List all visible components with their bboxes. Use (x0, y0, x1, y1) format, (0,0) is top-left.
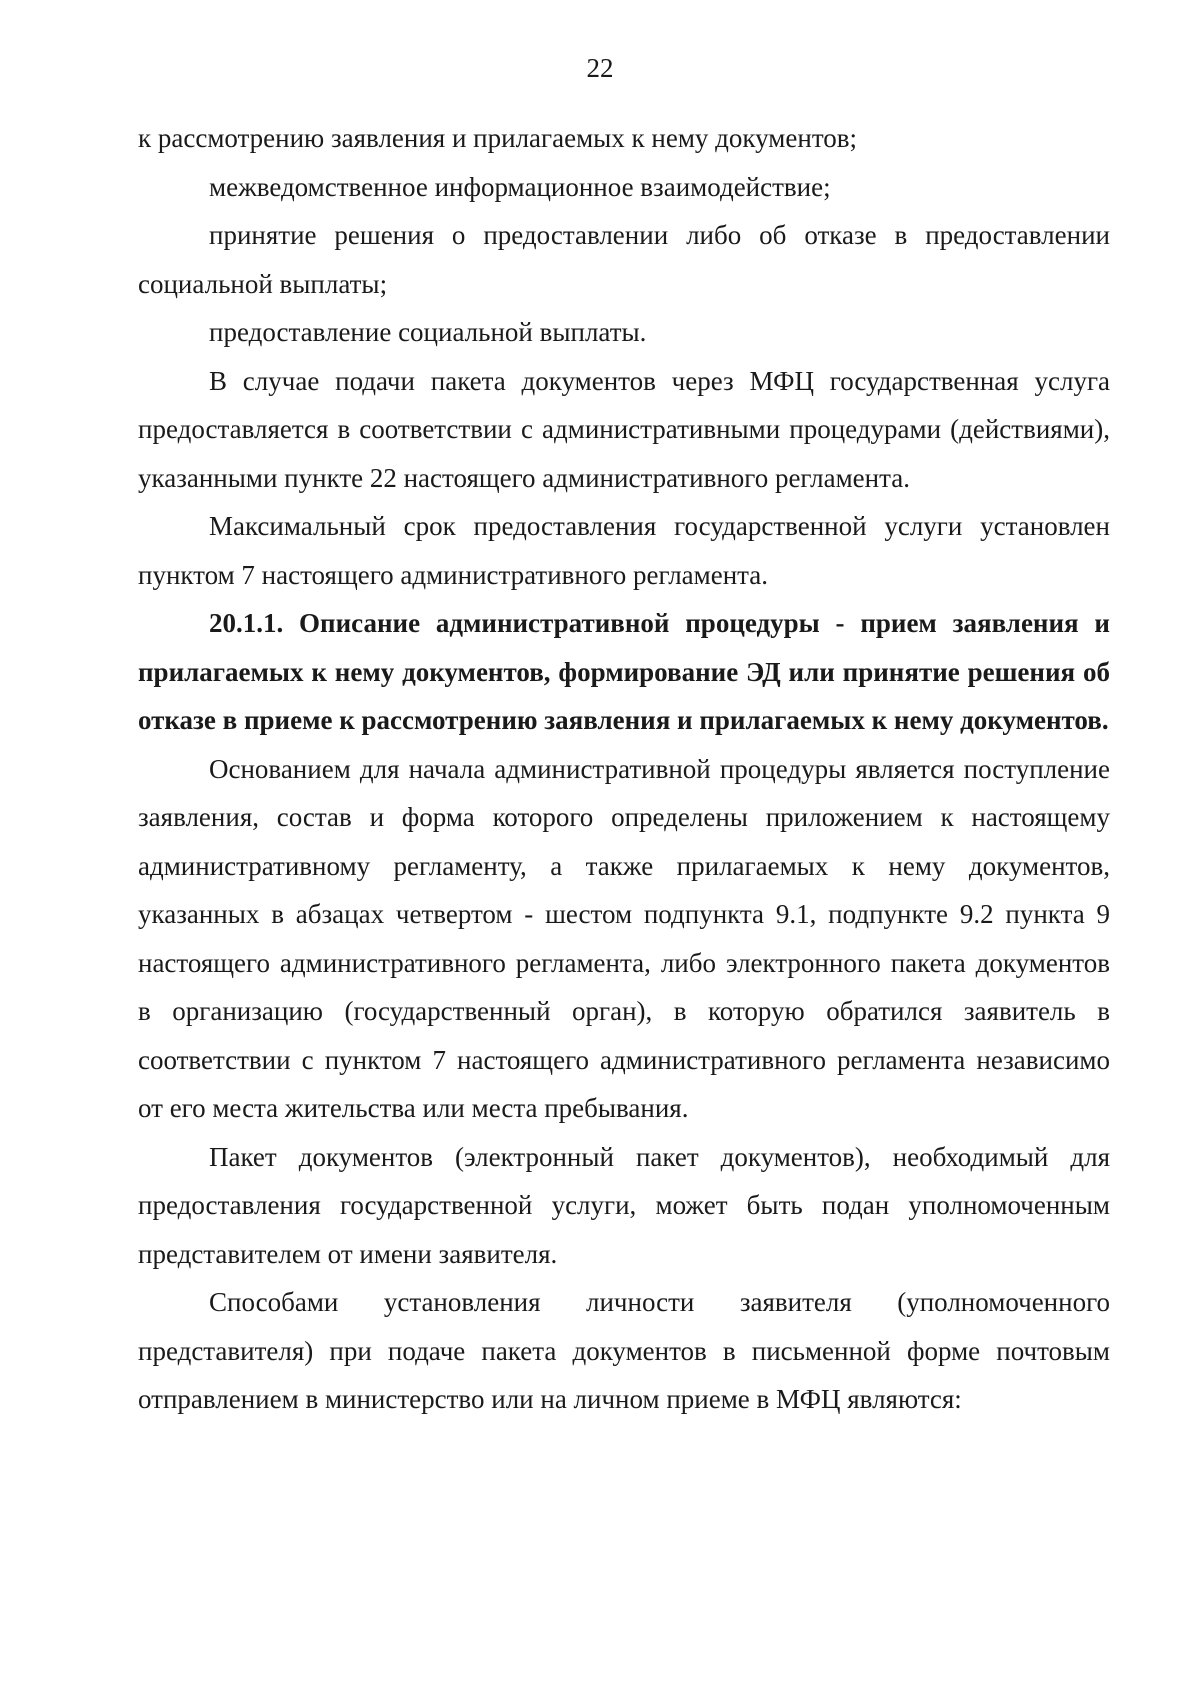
paragraph-list-item: предоставление социальной выплаты. (209, 317, 647, 347)
paragraph: Способами установления личности заявителя (уполномоченного представителя) при подаче пакета документов в письменной форме почтовым отправлением в министерство или на личном приеме в МФЦ являются: (138, 1287, 1110, 1414)
paragraph: Пакет документов (электронный пакет документов), необходимый для предоставления государственной услуги, может быть подан уполномоченным представителем от имени заявителя. (138, 1141, 1110, 1269)
page-number: 22 (586, 53, 614, 83)
paragraph: В случае подачи пакета документов через МФЦ государственная услуга предоставляется в соответствии с административными процедурами (действиями), указанными пункте 22 настоящего административного регламента. (138, 365, 1110, 493)
paragraph-continuation: к рассмотрению заявления и прилагаемых к нему документов; (138, 123, 858, 153)
section-heading: 20.1.1. Описание административной процедуры - прием заявления и прилагаемых к нему документов, формирование ЭД или принятие решения об отказе в приеме к рассмотрению заявления и прилагаемых к нему документов. (138, 608, 1110, 735)
paragraph-list-item: межведомственное информационное взаимодействие; (209, 171, 831, 202)
paragraph: Максимальный срок предоставления государственной услуги установлен пунктом 7 настоящего административного регламента. (138, 511, 1110, 590)
document-body (138, 114, 1110, 1424)
paragraph: Основанием для начала административной процедуры является поступление заявления, состав и форма которого определены приложением к настоящему административному регламенту, а также прилагаемых к нему документов, указанных в абзацах четвертом - шестом подпункта 9.1, подпункте 9.2 пункта 9 настоящего административного регламента, либо электронного пакета документов в организацию (государственный орган), в которую обратился заявитель в соответствии с пунктом 7 настоящего административного регламента независимо от его места жительства или места пребывания. (138, 753, 1110, 1123)
paragraph-list-item: принятие решения о предоставлении либо об отказе в предоставлении социальной выплаты; (138, 220, 1110, 299)
